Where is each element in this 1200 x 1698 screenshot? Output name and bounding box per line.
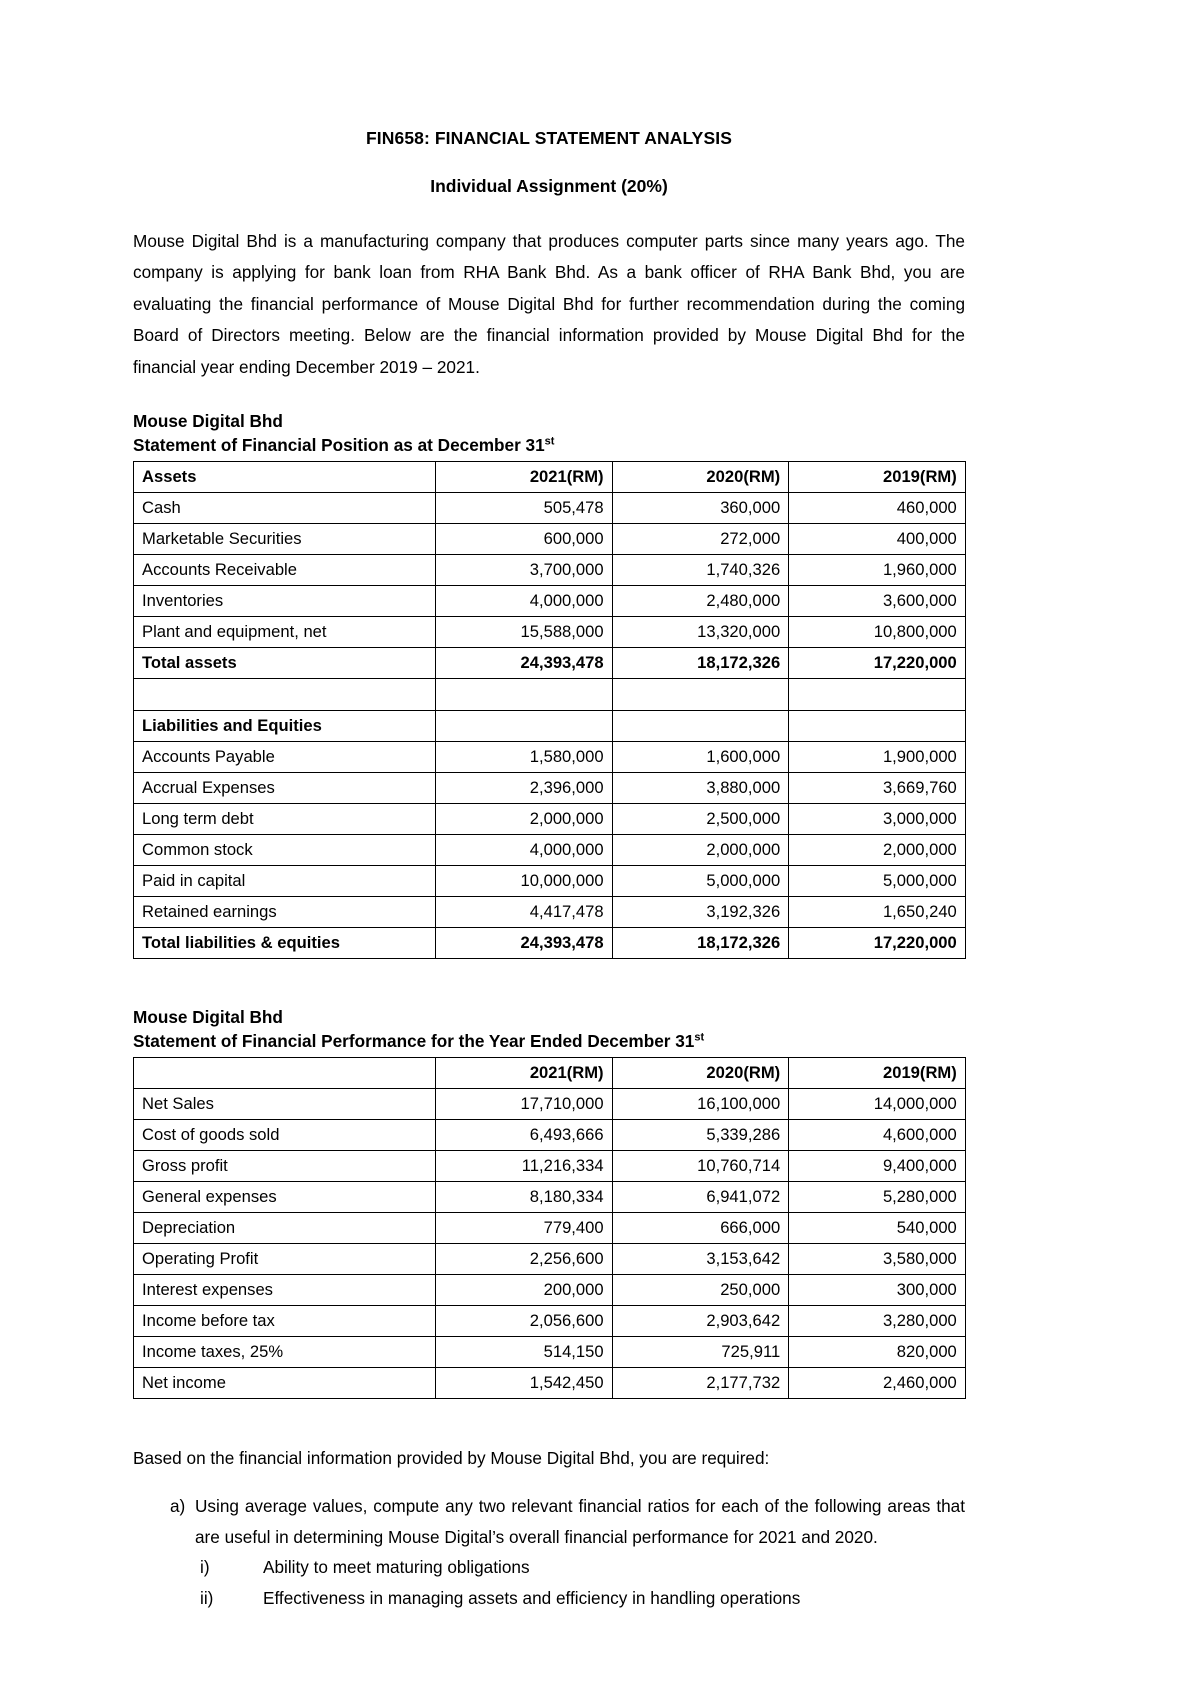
cell-2019: 10,800,000: [789, 617, 966, 648]
row-label: Common stock: [134, 835, 436, 866]
cell-2021: 4,000,000: [436, 835, 613, 866]
cell-2020: [612, 679, 789, 711]
row-label: Retained earnings: [134, 897, 436, 928]
cell-2019: 3,000,000: [789, 804, 966, 835]
cell-2021: [436, 679, 613, 711]
cell-2020: 13,320,000: [612, 617, 789, 648]
requirement-text: Using average values, compute any two relevant financial ratios for each of the following areas that are useful in determining Mouse Digital’s overall financial performance for 2021 and 2020.: [195, 1496, 965, 1547]
table-row: [134, 524, 966, 555]
row-label: Paid in capital: [134, 866, 436, 897]
cell-2021: 24,393,478: [436, 648, 613, 679]
table-row: [134, 555, 966, 586]
cell-2019: [789, 679, 966, 711]
table-row: [134, 1089, 966, 1120]
cell-2021: 17,710,000: [436, 1089, 613, 1120]
cell-2021: 24,393,478: [436, 928, 613, 959]
assignment-subtitle: Individual Assignment (20%): [430, 175, 668, 196]
position-title-ordinal: st: [544, 435, 555, 448]
table-row: [134, 1120, 966, 1151]
cell-2020: 360,000: [612, 493, 789, 524]
table-row: [134, 742, 966, 773]
row-label: Assets: [134, 462, 436, 493]
cell-2020: 1,740,326: [612, 555, 789, 586]
row-label: General expenses: [134, 1182, 436, 1213]
requirement-subitem: [133, 1552, 965, 1583]
position-table-body: [134, 462, 966, 959]
cell-2021: 2,000,000: [436, 804, 613, 835]
cell-2020: 3,153,642: [612, 1244, 789, 1275]
table-row: [134, 1151, 966, 1182]
cell-2019: 2,460,000: [789, 1368, 966, 1399]
cell-2020: 18,172,326: [612, 928, 789, 959]
table-gap: [133, 959, 965, 1005]
position-statement-heading: [133, 409, 965, 457]
table-row: [134, 711, 966, 742]
row-label: Gross profit: [134, 1151, 436, 1182]
statement-of-financial-performance-table: [133, 1057, 966, 1399]
cell-2019: 1,900,000: [789, 742, 966, 773]
requirement-subitem-marker: i): [200, 1557, 210, 1578]
document-content: [133, 128, 965, 1613]
cell-2021: 2,256,600: [436, 1244, 613, 1275]
cell-2019: 9,400,000: [789, 1151, 966, 1182]
performance-table-body: [134, 1058, 966, 1399]
row-label: Net Sales: [134, 1089, 436, 1120]
cell-2021: 1,580,000: [436, 742, 613, 773]
position-title-text: Statement of Financial Position as at December 31: [133, 435, 545, 456]
cell-2020: [612, 711, 789, 742]
table-row: [134, 1058, 966, 1089]
performance-statement-heading: [133, 1005, 965, 1053]
row-label: Cost of goods sold: [134, 1120, 436, 1151]
row-label: Long term debt: [134, 804, 436, 835]
position-company-name: Mouse Digital Bhd: [133, 411, 283, 432]
cell-2020: 5,339,286: [612, 1120, 789, 1151]
cell-2020: 6,941,072: [612, 1182, 789, 1213]
cell-2019: 400,000: [789, 524, 966, 555]
cell-2021: 2,396,000: [436, 773, 613, 804]
row-label: Income before tax: [134, 1306, 436, 1337]
performance-statement-title: [133, 1029, 965, 1053]
requirement-subitem-text: Effectiveness in managing assets and efficiency in handling operations: [263, 1587, 801, 1608]
cell-2021: [436, 711, 613, 742]
row-label: Operating Profit: [134, 1244, 436, 1275]
requirement-subitem: [133, 1583, 965, 1614]
cell-2020: 1,600,000: [612, 742, 789, 773]
requirement-subitem-marker: ii): [200, 1587, 214, 1608]
cell-2019: 2019(RM): [789, 1058, 966, 1089]
row-label: [134, 1058, 436, 1089]
cell-2021: 200,000: [436, 1275, 613, 1306]
cell-2020: 250,000: [612, 1275, 789, 1306]
cell-2020: 666,000: [612, 1213, 789, 1244]
cell-2020: 2,903,642: [612, 1306, 789, 1337]
cell-2020: 16,100,000: [612, 1089, 789, 1120]
requirement-marker: a): [170, 1496, 186, 1517]
row-label: Accounts Receivable: [134, 555, 436, 586]
performance-company-name: Mouse Digital Bhd: [133, 1007, 283, 1028]
table-row: [134, 835, 966, 866]
cell-2019: 14,000,000: [789, 1089, 966, 1120]
row-label: Income taxes, 25%: [134, 1337, 436, 1368]
cell-2019: 5,000,000: [789, 866, 966, 897]
cell-2019: 4,600,000: [789, 1120, 966, 1151]
cell-2021: 514,150: [436, 1337, 613, 1368]
cell-2021: 15,588,000: [436, 617, 613, 648]
table-row: [134, 804, 966, 835]
intro-paragraph: Mouse Digital Bhd is a manufacturing company that produces computer parts since many years ago. The company is applying for bank loan from RHA Bank Bhd. As a bank officer of RHA Bank Bhd, you are evaluating the financial performance of Mouse Digital Bhd for further recommendation during the coming Board of Directors meeting. Below are the financial information provided by Mouse Digital Bhd for the financial year ending December 2019 – 2021.: [133, 230, 965, 377]
row-label: Liabilities and Equities: [134, 711, 436, 742]
cell-2020: 2020(RM): [612, 1058, 789, 1089]
cell-2019: 1,960,000: [789, 555, 966, 586]
table-row: [134, 617, 966, 648]
cell-2019: 2019(RM): [789, 462, 966, 493]
requirement-item: [133, 1491, 965, 1552]
requirement-subitem-text: Ability to meet maturing obligations: [263, 1557, 530, 1578]
table-row: [134, 462, 966, 493]
cell-2021: 4,417,478: [436, 897, 613, 928]
cell-2021: 6,493,666: [436, 1120, 613, 1151]
table-row: [134, 1337, 966, 1368]
cell-2019: 540,000: [789, 1213, 966, 1244]
cell-2021: 1,542,450: [436, 1368, 613, 1399]
row-label: Total liabilities & equities: [134, 928, 436, 959]
cell-2020: 2020(RM): [612, 462, 789, 493]
cell-2020: 18,172,326: [612, 648, 789, 679]
cell-2020: 2,177,732: [612, 1368, 789, 1399]
row-label: Accounts Payable: [134, 742, 436, 773]
cell-2020: 3,880,000: [612, 773, 789, 804]
cell-2020: 3,192,326: [612, 897, 789, 928]
cell-2021: 10,000,000: [436, 866, 613, 897]
row-label: Plant and equipment, net: [134, 617, 436, 648]
table-row: [134, 897, 966, 928]
cell-2020: 272,000: [612, 524, 789, 555]
requirements-lead: Based on the financial information provided by Mouse Digital Bhd, you are required:: [133, 1448, 770, 1469]
cell-2020: 2,480,000: [612, 586, 789, 617]
table-row: [134, 928, 966, 959]
cell-2021: 779,400: [436, 1213, 613, 1244]
table-row: [134, 1244, 966, 1275]
cell-2019: 3,580,000: [789, 1244, 966, 1275]
cell-2019: 3,280,000: [789, 1306, 966, 1337]
cell-2021: 2021(RM): [436, 1058, 613, 1089]
cell-2021: 2,056,600: [436, 1306, 613, 1337]
cell-2019: 3,669,760: [789, 773, 966, 804]
table-row: [134, 866, 966, 897]
statement-of-financial-position-table: [133, 461, 966, 959]
table-spacer-row: [134, 679, 966, 711]
requirements-gap: [133, 1399, 965, 1443]
table-row: [134, 1182, 966, 1213]
cell-2019: 820,000: [789, 1337, 966, 1368]
cell-2019: 3,600,000: [789, 586, 966, 617]
performance-title-text: Statement of Financial Performance for the Year Ended December 31: [133, 1031, 695, 1052]
cell-2019: [789, 711, 966, 742]
cell-2021: 11,216,334: [436, 1151, 613, 1182]
cell-2021: 3,700,000: [436, 555, 613, 586]
cell-2021: 2021(RM): [436, 462, 613, 493]
page-title: FIN658: FINANCIAL STATEMENT ANALYSIS: [366, 128, 732, 148]
table-row: [134, 1213, 966, 1244]
cell-2021: 600,000: [436, 524, 613, 555]
cell-2020: 10,760,714: [612, 1151, 789, 1182]
row-label: [134, 679, 436, 711]
table-row: [134, 1275, 966, 1306]
cell-2021: 505,478: [436, 493, 613, 524]
row-label: Inventories: [134, 586, 436, 617]
cell-2019: 2,000,000: [789, 835, 966, 866]
row-label: Net income: [134, 1368, 436, 1399]
row-label: Accrual Expenses: [134, 773, 436, 804]
row-label: Depreciation: [134, 1213, 436, 1244]
table-row: [134, 586, 966, 617]
cell-2019: 17,220,000: [789, 648, 966, 679]
position-statement-title: [133, 433, 965, 457]
table-row: [134, 1306, 966, 1337]
table-row: [134, 648, 966, 679]
row-label: Interest expenses: [134, 1275, 436, 1306]
row-label: Marketable Securities: [134, 524, 436, 555]
requirements-list: [133, 1491, 965, 1613]
cell-2021: 4,000,000: [436, 586, 613, 617]
cell-2019: 17,220,000: [789, 928, 966, 959]
performance-title-ordinal: st: [694, 1031, 705, 1044]
table-row: [134, 773, 966, 804]
cell-2020: 5,000,000: [612, 866, 789, 897]
cell-2021: 8,180,334: [436, 1182, 613, 1213]
row-label: Total assets: [134, 648, 436, 679]
cell-2019: 460,000: [789, 493, 966, 524]
cell-2019: 300,000: [789, 1275, 966, 1306]
table-row: [134, 493, 966, 524]
cell-2019: 5,280,000: [789, 1182, 966, 1213]
cell-2019: 1,650,240: [789, 897, 966, 928]
table-row: [134, 1368, 966, 1399]
cell-2020: 2,000,000: [612, 835, 789, 866]
row-label: Cash: [134, 493, 436, 524]
cell-2020: 725,911: [612, 1337, 789, 1368]
cell-2020: 2,500,000: [612, 804, 789, 835]
